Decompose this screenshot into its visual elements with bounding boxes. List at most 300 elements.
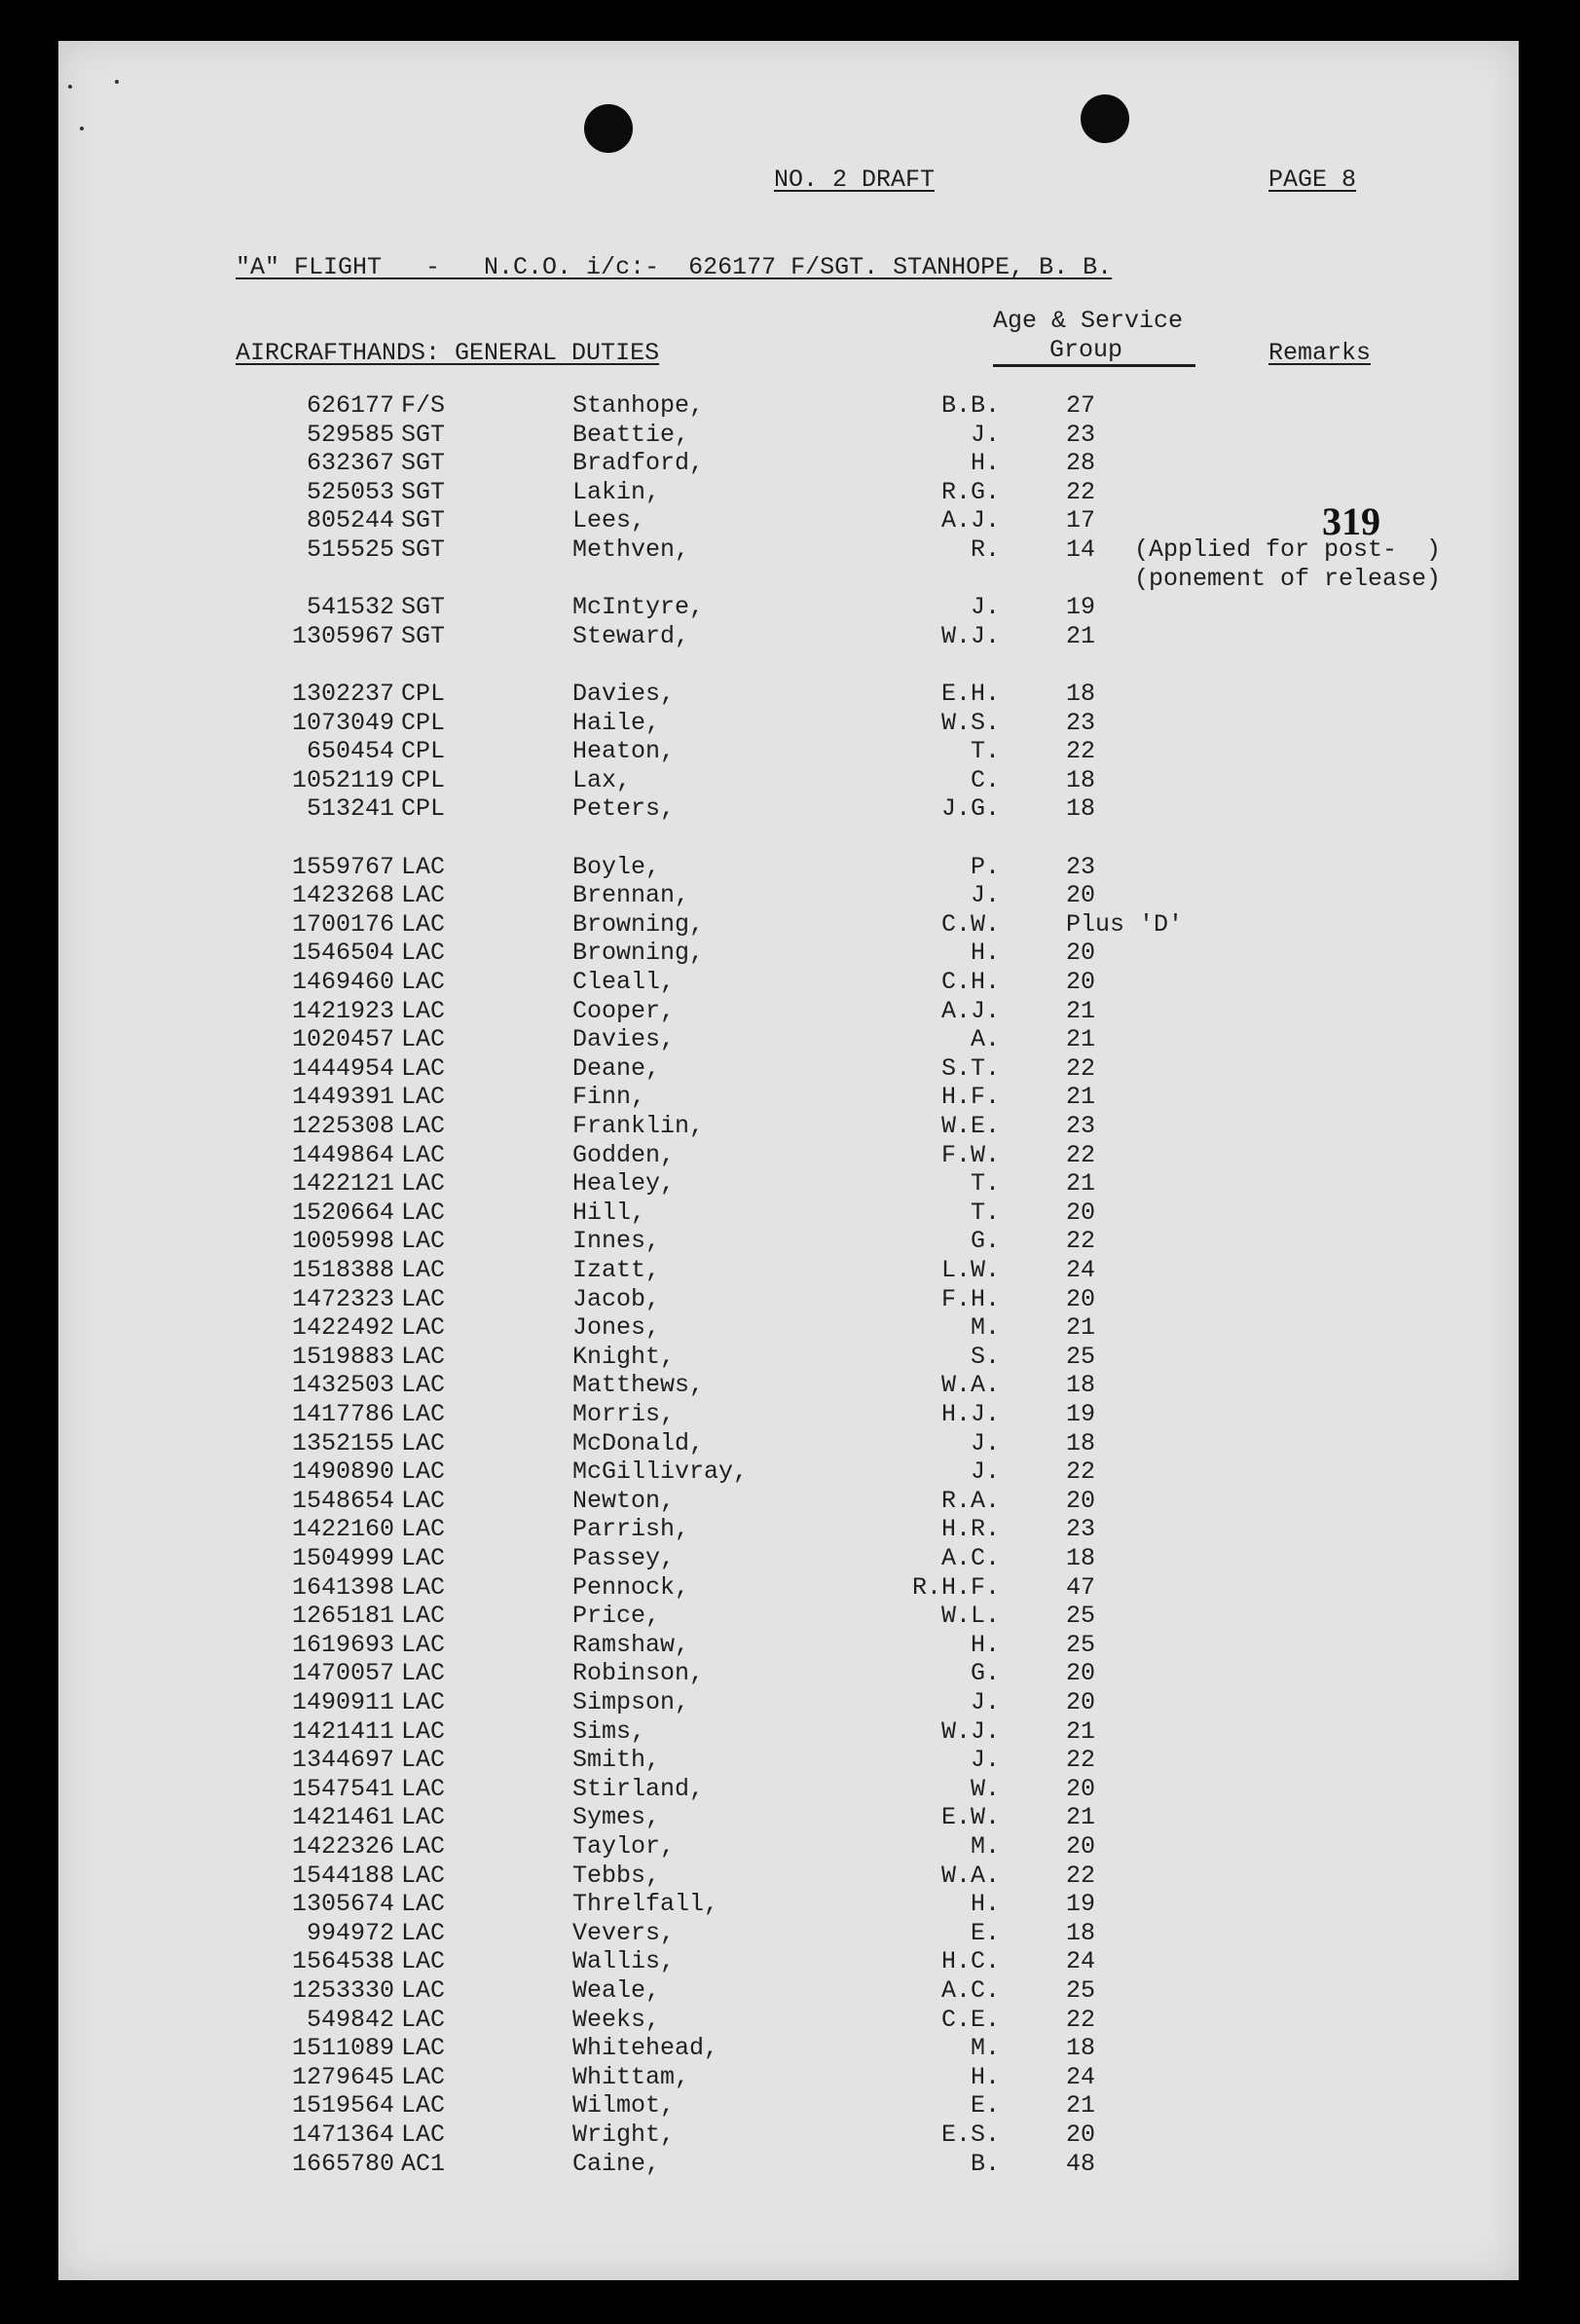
age-service-group: 22 bbox=[1066, 2005, 1096, 2034]
initials: G. bbox=[970, 1227, 1000, 1256]
surname: Newton, bbox=[572, 1486, 676, 1515]
table-row bbox=[58, 1313, 1519, 1343]
age-service-group: 20 bbox=[1066, 1198, 1096, 1227]
age-service-group: 22 bbox=[1066, 1227, 1096, 1256]
surname: Whitehead, bbox=[572, 2034, 719, 2063]
initials: J. bbox=[970, 420, 1000, 449]
initials: H. bbox=[970, 449, 1000, 478]
rank: LAC bbox=[401, 2121, 446, 2149]
age-heading-rule bbox=[993, 364, 1195, 367]
initials: C. bbox=[970, 765, 1000, 794]
service-number: 1469460 bbox=[291, 968, 394, 996]
service-number: 994972 bbox=[306, 1918, 394, 1947]
table-row bbox=[58, 1832, 1519, 1862]
table-row bbox=[58, 1400, 1519, 1429]
table-row bbox=[58, 565, 1519, 594]
table-row bbox=[58, 1515, 1519, 1544]
service-number: 1253330 bbox=[291, 1976, 394, 2005]
surname: Wilmot, bbox=[572, 2091, 676, 2121]
service-number: 1344697 bbox=[291, 1746, 394, 1775]
table-row bbox=[58, 1803, 1519, 1832]
table-row bbox=[58, 1862, 1519, 1891]
table-row bbox=[58, 1573, 1519, 1603]
rank: LAC bbox=[401, 1140, 446, 1169]
surname: Boyle, bbox=[572, 852, 661, 881]
service-number: 1352155 bbox=[291, 1428, 394, 1457]
surname: Browning, bbox=[572, 939, 705, 968]
surname: Passey, bbox=[572, 1544, 676, 1572]
age-service-heading: Age & Service bbox=[993, 307, 1184, 335]
surname: Taylor, bbox=[572, 1832, 676, 1861]
service-number: 1471364 bbox=[291, 2121, 394, 2149]
age-service-group: 18 bbox=[1066, 1544, 1096, 1572]
table-row bbox=[58, 737, 1519, 766]
service-number: 1520664 bbox=[291, 1198, 394, 1227]
rank: LAC bbox=[401, 1572, 446, 1602]
rank: LAC bbox=[401, 2091, 446, 2121]
surname: Robinson, bbox=[572, 1659, 705, 1688]
speck bbox=[115, 80, 119, 84]
age-service-group: 23 bbox=[1066, 1112, 1096, 1140]
surname: Methven, bbox=[572, 535, 690, 564]
rank: LAC bbox=[401, 909, 446, 939]
surname: Healey, bbox=[572, 1169, 676, 1199]
section-title: AIRCRAFTHANDS: GENERAL DUTIES bbox=[236, 339, 660, 367]
initials: W. bbox=[970, 1774, 1000, 1803]
table-row bbox=[58, 2121, 1519, 2150]
service-number: 1619693 bbox=[291, 1630, 394, 1659]
age-service-group: 22 bbox=[1066, 1457, 1096, 1487]
age-service-group: 20 bbox=[1066, 939, 1096, 968]
rank: LAC bbox=[401, 996, 446, 1025]
surname: Franklin, bbox=[572, 1112, 705, 1140]
rank: F/S bbox=[401, 391, 446, 420]
rank: LAC bbox=[401, 1515, 446, 1544]
service-number: 1305674 bbox=[291, 1890, 394, 1919]
service-number: 1641398 bbox=[291, 1572, 394, 1602]
initials: J.G. bbox=[940, 794, 1000, 824]
surname: Ramshaw, bbox=[572, 1630, 690, 1659]
service-number: 1490911 bbox=[291, 1688, 394, 1716]
age-service-group: 20 bbox=[1066, 1659, 1096, 1688]
table-row bbox=[58, 1775, 1519, 1804]
surname: Haile, bbox=[572, 708, 661, 737]
rank: LAC bbox=[401, 1861, 446, 1890]
surname: Finn, bbox=[572, 1083, 646, 1112]
table-row bbox=[58, 421, 1519, 450]
age-service-group: 22 bbox=[1066, 477, 1096, 506]
age-service-group: 25 bbox=[1066, 1342, 1096, 1371]
initials: A.J. bbox=[940, 506, 1000, 535]
surname: Heaton, bbox=[572, 737, 676, 766]
age-service-group: 18 bbox=[1066, 1428, 1096, 1457]
initials: E. bbox=[970, 2091, 1000, 2121]
table-row bbox=[58, 1544, 1519, 1573]
service-number: 1421411 bbox=[291, 1716, 394, 1746]
initials: J. bbox=[970, 881, 1000, 910]
surname: Innes, bbox=[572, 1227, 661, 1256]
rank: LAC bbox=[401, 881, 446, 910]
surname: Stirland, bbox=[572, 1774, 705, 1803]
surname: Jones, bbox=[572, 1313, 661, 1343]
surname: Smith, bbox=[572, 1746, 661, 1775]
table-row bbox=[58, 1688, 1519, 1717]
rank: CPL bbox=[401, 794, 446, 824]
age-service-group: 21 bbox=[1066, 996, 1096, 1025]
service-number: 1444954 bbox=[291, 1053, 394, 1083]
service-number: 1564538 bbox=[291, 1947, 394, 1976]
age-service-group: 23 bbox=[1066, 1515, 1096, 1544]
initials: G. bbox=[970, 1659, 1000, 1688]
initials: H. bbox=[970, 1890, 1000, 1919]
table-row bbox=[58, 449, 1519, 478]
service-number: 1432503 bbox=[291, 1371, 394, 1400]
surname: Browning, bbox=[572, 909, 705, 939]
table-row bbox=[58, 680, 1519, 709]
table-row bbox=[58, 1487, 1519, 1516]
initials: E.S. bbox=[940, 2121, 1000, 2149]
surname: Davies, bbox=[572, 680, 676, 708]
remarks-heading: Remarks bbox=[1268, 339, 1372, 367]
age-service-group: 18 bbox=[1066, 680, 1096, 708]
rank: LAC bbox=[401, 1918, 446, 1947]
surname: Godden, bbox=[572, 1140, 676, 1169]
service-number: 1472323 bbox=[291, 1284, 394, 1313]
punch-hole-left bbox=[584, 104, 633, 153]
rank: LAC bbox=[401, 1053, 446, 1083]
initials: R.A. bbox=[940, 1486, 1000, 1515]
age-service-group: 24 bbox=[1066, 1256, 1096, 1284]
table-row bbox=[58, 593, 1519, 622]
surname: Hill, bbox=[572, 1198, 646, 1227]
surname: Vevers, bbox=[572, 1918, 676, 1947]
rank: LAC bbox=[401, 1486, 446, 1515]
rank: LAC bbox=[401, 2005, 446, 2034]
rank: LAC bbox=[401, 1602, 446, 1631]
rank: LAC bbox=[401, 2034, 446, 2063]
age-service-group: 47 bbox=[1066, 1572, 1096, 1602]
age-service-group: 23 bbox=[1066, 708, 1096, 737]
surname: Morris, bbox=[572, 1400, 676, 1428]
table-row bbox=[58, 650, 1519, 680]
table-row bbox=[58, 1371, 1519, 1400]
service-number: 549842 bbox=[306, 2005, 394, 2034]
table-row bbox=[58, 766, 1519, 795]
rank: SGT bbox=[401, 506, 446, 535]
age-service-group: 17 bbox=[1066, 506, 1096, 535]
rank: LAC bbox=[401, 1976, 446, 2005]
initials: M. bbox=[970, 1313, 1000, 1343]
initials: J. bbox=[970, 1457, 1000, 1487]
rank: LAC bbox=[401, 1400, 446, 1428]
rank: LAC bbox=[401, 1630, 446, 1659]
surname: Weeks, bbox=[572, 2005, 661, 2034]
rank: LAC bbox=[401, 1688, 446, 1716]
age-service-group: 21 bbox=[1066, 1169, 1096, 1199]
service-number: 525053 bbox=[306, 477, 394, 506]
surname: Stanhope, bbox=[572, 391, 705, 420]
age-service-group: 20 bbox=[1066, 968, 1096, 996]
table-row bbox=[58, 1659, 1519, 1688]
rank: SGT bbox=[401, 449, 446, 478]
surname: Brennan, bbox=[572, 881, 690, 910]
service-number: 1422121 bbox=[291, 1169, 394, 1199]
table-row bbox=[58, 1947, 1519, 1976]
surname: Izatt, bbox=[572, 1256, 661, 1284]
page-number: PAGE 8 bbox=[1268, 166, 1357, 194]
age-service-group: 21 bbox=[1066, 1083, 1096, 1112]
service-number: 1073049 bbox=[291, 708, 394, 737]
age-service-group: 27 bbox=[1066, 391, 1096, 420]
age-service-group: 21 bbox=[1066, 621, 1096, 650]
service-number: 1544188 bbox=[291, 1861, 394, 1890]
age-service-group: 20 bbox=[1066, 2121, 1096, 2149]
initials: T. bbox=[970, 1198, 1000, 1227]
service-number: 1265181 bbox=[291, 1602, 394, 1631]
age-service-group: 19 bbox=[1066, 593, 1096, 622]
service-number: 1470057 bbox=[291, 1659, 394, 1688]
surname: McDonald, bbox=[572, 1428, 705, 1457]
draft-heading: NO. 2 DRAFT bbox=[774, 166, 936, 194]
rank: LAC bbox=[401, 1313, 446, 1343]
initials: A.C. bbox=[940, 1544, 1000, 1572]
surname: McIntyre, bbox=[572, 593, 705, 622]
rank: LAC bbox=[401, 1284, 446, 1313]
rank: LAC bbox=[401, 1371, 446, 1400]
rank: SGT bbox=[401, 621, 446, 650]
surname: McGillivray, bbox=[572, 1457, 749, 1487]
surname: Cooper, bbox=[572, 996, 676, 1025]
table-row bbox=[58, 1285, 1519, 1314]
table-row bbox=[58, 1457, 1519, 1487]
surname: Symes, bbox=[572, 1803, 661, 1832]
rank: LAC bbox=[401, 1227, 446, 1256]
table-row bbox=[58, 1717, 1519, 1747]
initials: S.T. bbox=[940, 1053, 1000, 1083]
surname: Simpson, bbox=[572, 1688, 690, 1716]
surname: Jacob, bbox=[572, 1284, 661, 1313]
service-number: 1422326 bbox=[291, 1832, 394, 1861]
table-row bbox=[58, 1429, 1519, 1458]
age-service-group: 24 bbox=[1066, 2062, 1096, 2091]
initials: S. bbox=[970, 1342, 1000, 1371]
service-number: 632367 bbox=[306, 449, 394, 478]
initials: W.L. bbox=[940, 1602, 1000, 1631]
age-service-group: 18 bbox=[1066, 1918, 1096, 1947]
table-row bbox=[58, 2150, 1519, 2179]
rank: LAC bbox=[401, 1342, 446, 1371]
age-service-group: 20 bbox=[1066, 1486, 1096, 1515]
rank: LAC bbox=[401, 1428, 446, 1457]
table-row bbox=[58, 1199, 1519, 1228]
service-number: 1449864 bbox=[291, 1140, 394, 1169]
service-number: 1052119 bbox=[291, 765, 394, 794]
table-row bbox=[58, 794, 1519, 824]
rank: LAC bbox=[401, 1544, 446, 1572]
age-service-group: 23 bbox=[1066, 852, 1096, 881]
initials: J. bbox=[970, 1428, 1000, 1457]
surname: Weale, bbox=[572, 1976, 661, 2005]
initials: E. bbox=[970, 1918, 1000, 1947]
rank: CPL bbox=[401, 737, 446, 766]
surname: Bradford, bbox=[572, 449, 705, 478]
age-service-group: 19 bbox=[1066, 1400, 1096, 1428]
table-row bbox=[58, 853, 1519, 882]
table-row bbox=[58, 939, 1519, 968]
service-number: 650454 bbox=[306, 737, 394, 766]
age-service-group: 20 bbox=[1066, 881, 1096, 910]
age-service-group: 21 bbox=[1066, 1803, 1096, 1832]
service-number: 1020457 bbox=[291, 1025, 394, 1054]
age-service-group: 20 bbox=[1066, 1284, 1096, 1313]
age-service-group: 20 bbox=[1066, 1688, 1096, 1716]
table-row bbox=[58, 1343, 1519, 1372]
initials: C.E. bbox=[940, 2005, 1000, 2034]
table-row bbox=[58, 910, 1519, 940]
table-row bbox=[58, 478, 1519, 507]
punch-hole-right bbox=[1081, 94, 1129, 143]
group-heading: Group bbox=[1049, 336, 1123, 364]
flight-line: "A" FLIGHT - N.C.O. i/c:- 626177 F/SGT. STANHOPE, B. B. bbox=[236, 253, 1113, 281]
service-number: 1421923 bbox=[291, 996, 394, 1025]
initials: F.W. bbox=[940, 1140, 1000, 1169]
age-service-group: 18 bbox=[1066, 2034, 1096, 2063]
service-number: 529585 bbox=[306, 420, 394, 449]
table-row bbox=[58, 709, 1519, 738]
initials: A.J. bbox=[940, 996, 1000, 1025]
initials: H.J. bbox=[940, 1400, 1000, 1428]
age-service-group: 18 bbox=[1066, 794, 1096, 824]
table-row bbox=[58, 2034, 1519, 2063]
initials: R.H.F. bbox=[911, 1572, 1000, 1602]
table-row bbox=[58, 824, 1519, 853]
rank: LAC bbox=[401, 968, 446, 996]
surname: Whittam, bbox=[572, 2062, 690, 2091]
service-number: 1422492 bbox=[291, 1313, 394, 1343]
table-row bbox=[58, 1890, 1519, 1919]
age-service-group: 25 bbox=[1066, 1602, 1096, 1631]
service-number: 1449391 bbox=[291, 1083, 394, 1112]
rank: LAC bbox=[401, 1947, 446, 1976]
age-service-group: Plus 'D' bbox=[1066, 909, 1184, 939]
table-row bbox=[58, 968, 1519, 997]
initials: W.J. bbox=[940, 1716, 1000, 1746]
initials: T. bbox=[970, 737, 1000, 766]
rank: SGT bbox=[401, 477, 446, 506]
initials: P. bbox=[970, 852, 1000, 881]
surname: Pennock, bbox=[572, 1572, 690, 1602]
initials: B.B. bbox=[940, 391, 1000, 420]
rank: LAC bbox=[401, 1890, 446, 1919]
table-row bbox=[58, 2006, 1519, 2035]
rank: LAC bbox=[401, 1169, 446, 1199]
initials: H. bbox=[970, 939, 1000, 968]
rank: LAC bbox=[401, 1256, 446, 1284]
service-number: 1665780 bbox=[291, 2149, 394, 2178]
initials: W.A. bbox=[940, 1861, 1000, 1890]
service-number: 626177 bbox=[306, 391, 394, 420]
initials: E.W. bbox=[940, 1803, 1000, 1832]
table-row bbox=[58, 535, 1519, 565]
surname: Knight, bbox=[572, 1342, 676, 1371]
age-service-group: 21 bbox=[1066, 1716, 1096, 1746]
remark: (Applied for post- ) bbox=[1134, 535, 1442, 564]
age-service-group: 21 bbox=[1066, 2091, 1096, 2121]
surname: Matthews, bbox=[572, 1371, 705, 1400]
age-service-group: 24 bbox=[1066, 1947, 1096, 1976]
surname: Sims, bbox=[572, 1716, 646, 1746]
age-service-group: 18 bbox=[1066, 1371, 1096, 1400]
stamp-number: 319 bbox=[1322, 499, 1380, 543]
service-number: 1519564 bbox=[291, 2091, 394, 2121]
service-number: 1005998 bbox=[291, 1227, 394, 1256]
rank: LAC bbox=[401, 1659, 446, 1688]
rank: LAC bbox=[401, 1198, 446, 1227]
service-number: 1279645 bbox=[291, 2062, 394, 2091]
surname: Threlfall, bbox=[572, 1890, 719, 1919]
age-service-group: 20 bbox=[1066, 1774, 1096, 1803]
rank: LAC bbox=[401, 852, 446, 881]
surname: Beattie, bbox=[572, 420, 690, 449]
service-number: 1302237 bbox=[291, 680, 394, 708]
table-row bbox=[58, 1141, 1519, 1170]
service-number: 513241 bbox=[306, 794, 394, 824]
surname: Cleall, bbox=[572, 968, 676, 996]
surname: Caine, bbox=[572, 2149, 661, 2178]
service-number: 1422160 bbox=[291, 1515, 394, 1544]
initials: L.W. bbox=[940, 1256, 1000, 1284]
initials: J. bbox=[970, 1688, 1000, 1716]
table-row bbox=[58, 1976, 1519, 2006]
initials: R. bbox=[970, 535, 1000, 564]
table-row bbox=[58, 391, 1519, 421]
initials: W.A. bbox=[940, 1371, 1000, 1400]
initials: W.E. bbox=[940, 1112, 1000, 1140]
table-row bbox=[58, 1602, 1519, 1631]
rank: LAC bbox=[401, 1112, 446, 1140]
rank: LAC bbox=[401, 1774, 446, 1803]
service-number: 805244 bbox=[306, 506, 394, 535]
surname: Tebbs, bbox=[572, 1861, 661, 1890]
table-row bbox=[58, 506, 1519, 535]
service-number: 541532 bbox=[306, 593, 394, 622]
surname: Peters, bbox=[572, 794, 676, 824]
rank: CPL bbox=[401, 765, 446, 794]
initials: J. bbox=[970, 1746, 1000, 1775]
age-service-group: 14 bbox=[1066, 535, 1096, 564]
table-row bbox=[58, 622, 1519, 651]
age-service-group: 22 bbox=[1066, 1861, 1096, 1890]
service-number: 1547541 bbox=[291, 1774, 394, 1803]
age-service-group: 23 bbox=[1066, 420, 1096, 449]
rank: LAC bbox=[401, 1803, 446, 1832]
initials: H. bbox=[970, 1630, 1000, 1659]
initials: A. bbox=[970, 1025, 1000, 1054]
rank: AC1 bbox=[401, 2149, 446, 2178]
service-number: 1546504 bbox=[291, 939, 394, 968]
rank: SGT bbox=[401, 535, 446, 564]
table-row bbox=[58, 881, 1519, 910]
table-row bbox=[58, 1256, 1519, 1285]
rank: CPL bbox=[401, 708, 446, 737]
service-number: 1417786 bbox=[291, 1400, 394, 1428]
personnel-list bbox=[58, 391, 1519, 2261]
surname: Parrish, bbox=[572, 1515, 690, 1544]
initials: W.S. bbox=[940, 708, 1000, 737]
initials: E.H. bbox=[940, 680, 1000, 708]
initials: C.W. bbox=[940, 909, 1000, 939]
rank: LAC bbox=[401, 1716, 446, 1746]
